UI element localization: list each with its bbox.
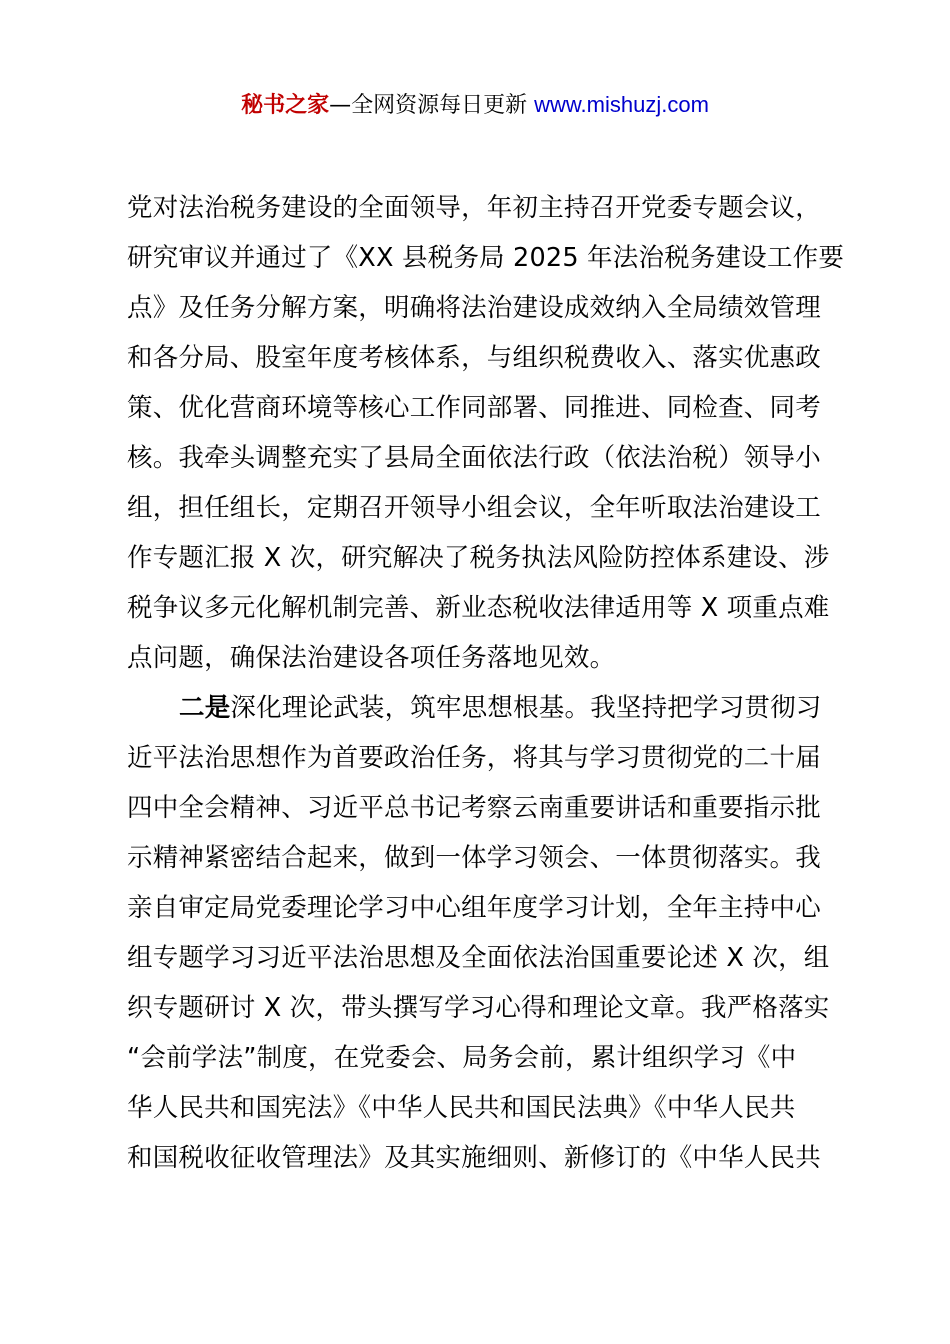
- site-header: [0, 88, 950, 123]
- text-line: 作专题汇报 X 次，研究解决了税务执法风险防控体系建设、涉: [127, 543, 830, 573]
- text-line: “会前学法”制度，在党委会、局务会前，累计组织学习《中: [127, 1043, 797, 1073]
- text-line: 近平法治思想作为首要政治任务，将其与学习贯彻党的二十届: [127, 743, 821, 773]
- site-url-link[interactable]: www.mishuzj.com: [534, 92, 709, 117]
- text-line: 税争议多元化解机制完善、新业态税收法律适用等 X 项重点难: [127, 593, 830, 623]
- text-line: 华人民共和国宪法》《中华人民共和国民法典》《中华人民共: [127, 1093, 796, 1123]
- text-line: 亲自审定局党委理论学习中心组年度学习计划，全年主持中心: [127, 893, 821, 923]
- document-body: [127, 183, 845, 1183]
- text-line: 织专题研讨 X 次，带头撰写学习心得和理论文章。我严格落实: [127, 993, 830, 1023]
- header-tagline: —全网资源每日更新: [329, 93, 535, 118]
- text-line: 示精神紧密结合起来，做到一体学习领会、一体贯彻落实。我: [127, 843, 821, 873]
- text-line: 研究审议并通过了《XX 县税务局 2025 年法治税务建设工作要: [127, 243, 845, 273]
- text-line: 点问题，确保法治建设各项任务落地见效。: [127, 643, 616, 673]
- text-line: 策、优化营商环境等核心工作同部署、同推进、同检查、同考: [127, 393, 821, 423]
- text-line: 和国税收征收管理法》及其实施细则、新修订的《中华人民共: [127, 1143, 821, 1173]
- text-line: 党对法治税务建设的全面领导，年初主持召开党委专题会议，: [127, 193, 821, 223]
- text-line: 点》及任务分解方案，明确将法治建设成效纳入全局绩效管理: [127, 293, 821, 323]
- paragraph-1: [127, 183, 845, 683]
- text-line: 组，担任组长，定期召开领导小组会议，全年听取法治建设工: [127, 493, 821, 523]
- paragraph-2: [127, 683, 839, 1183]
- paragraph-2-lead: 二是: [179, 693, 231, 723]
- paragraph-2-first-text: 深化理论武装，筑牢思想根基。我坚持把学习贯彻习: [230, 693, 822, 723]
- paragraph-2-first-line: [127, 683, 839, 733]
- text-line: 和各分局、股室年度考核体系，与组织税费收入、落实优惠政: [127, 343, 821, 373]
- text-line: 核。我牵头调整充实了县局全面依法行政（依法治税）领导小: [127, 443, 821, 473]
- text-line: 四中全会精神、习近平总书记考察云南重要讲话和重要指示批: [127, 793, 821, 823]
- text-line: 组专题学习习近平法治思想及全面依法治国重要论述 X 次，组: [127, 943, 830, 973]
- brand-name: 秘书之家: [241, 93, 330, 118]
